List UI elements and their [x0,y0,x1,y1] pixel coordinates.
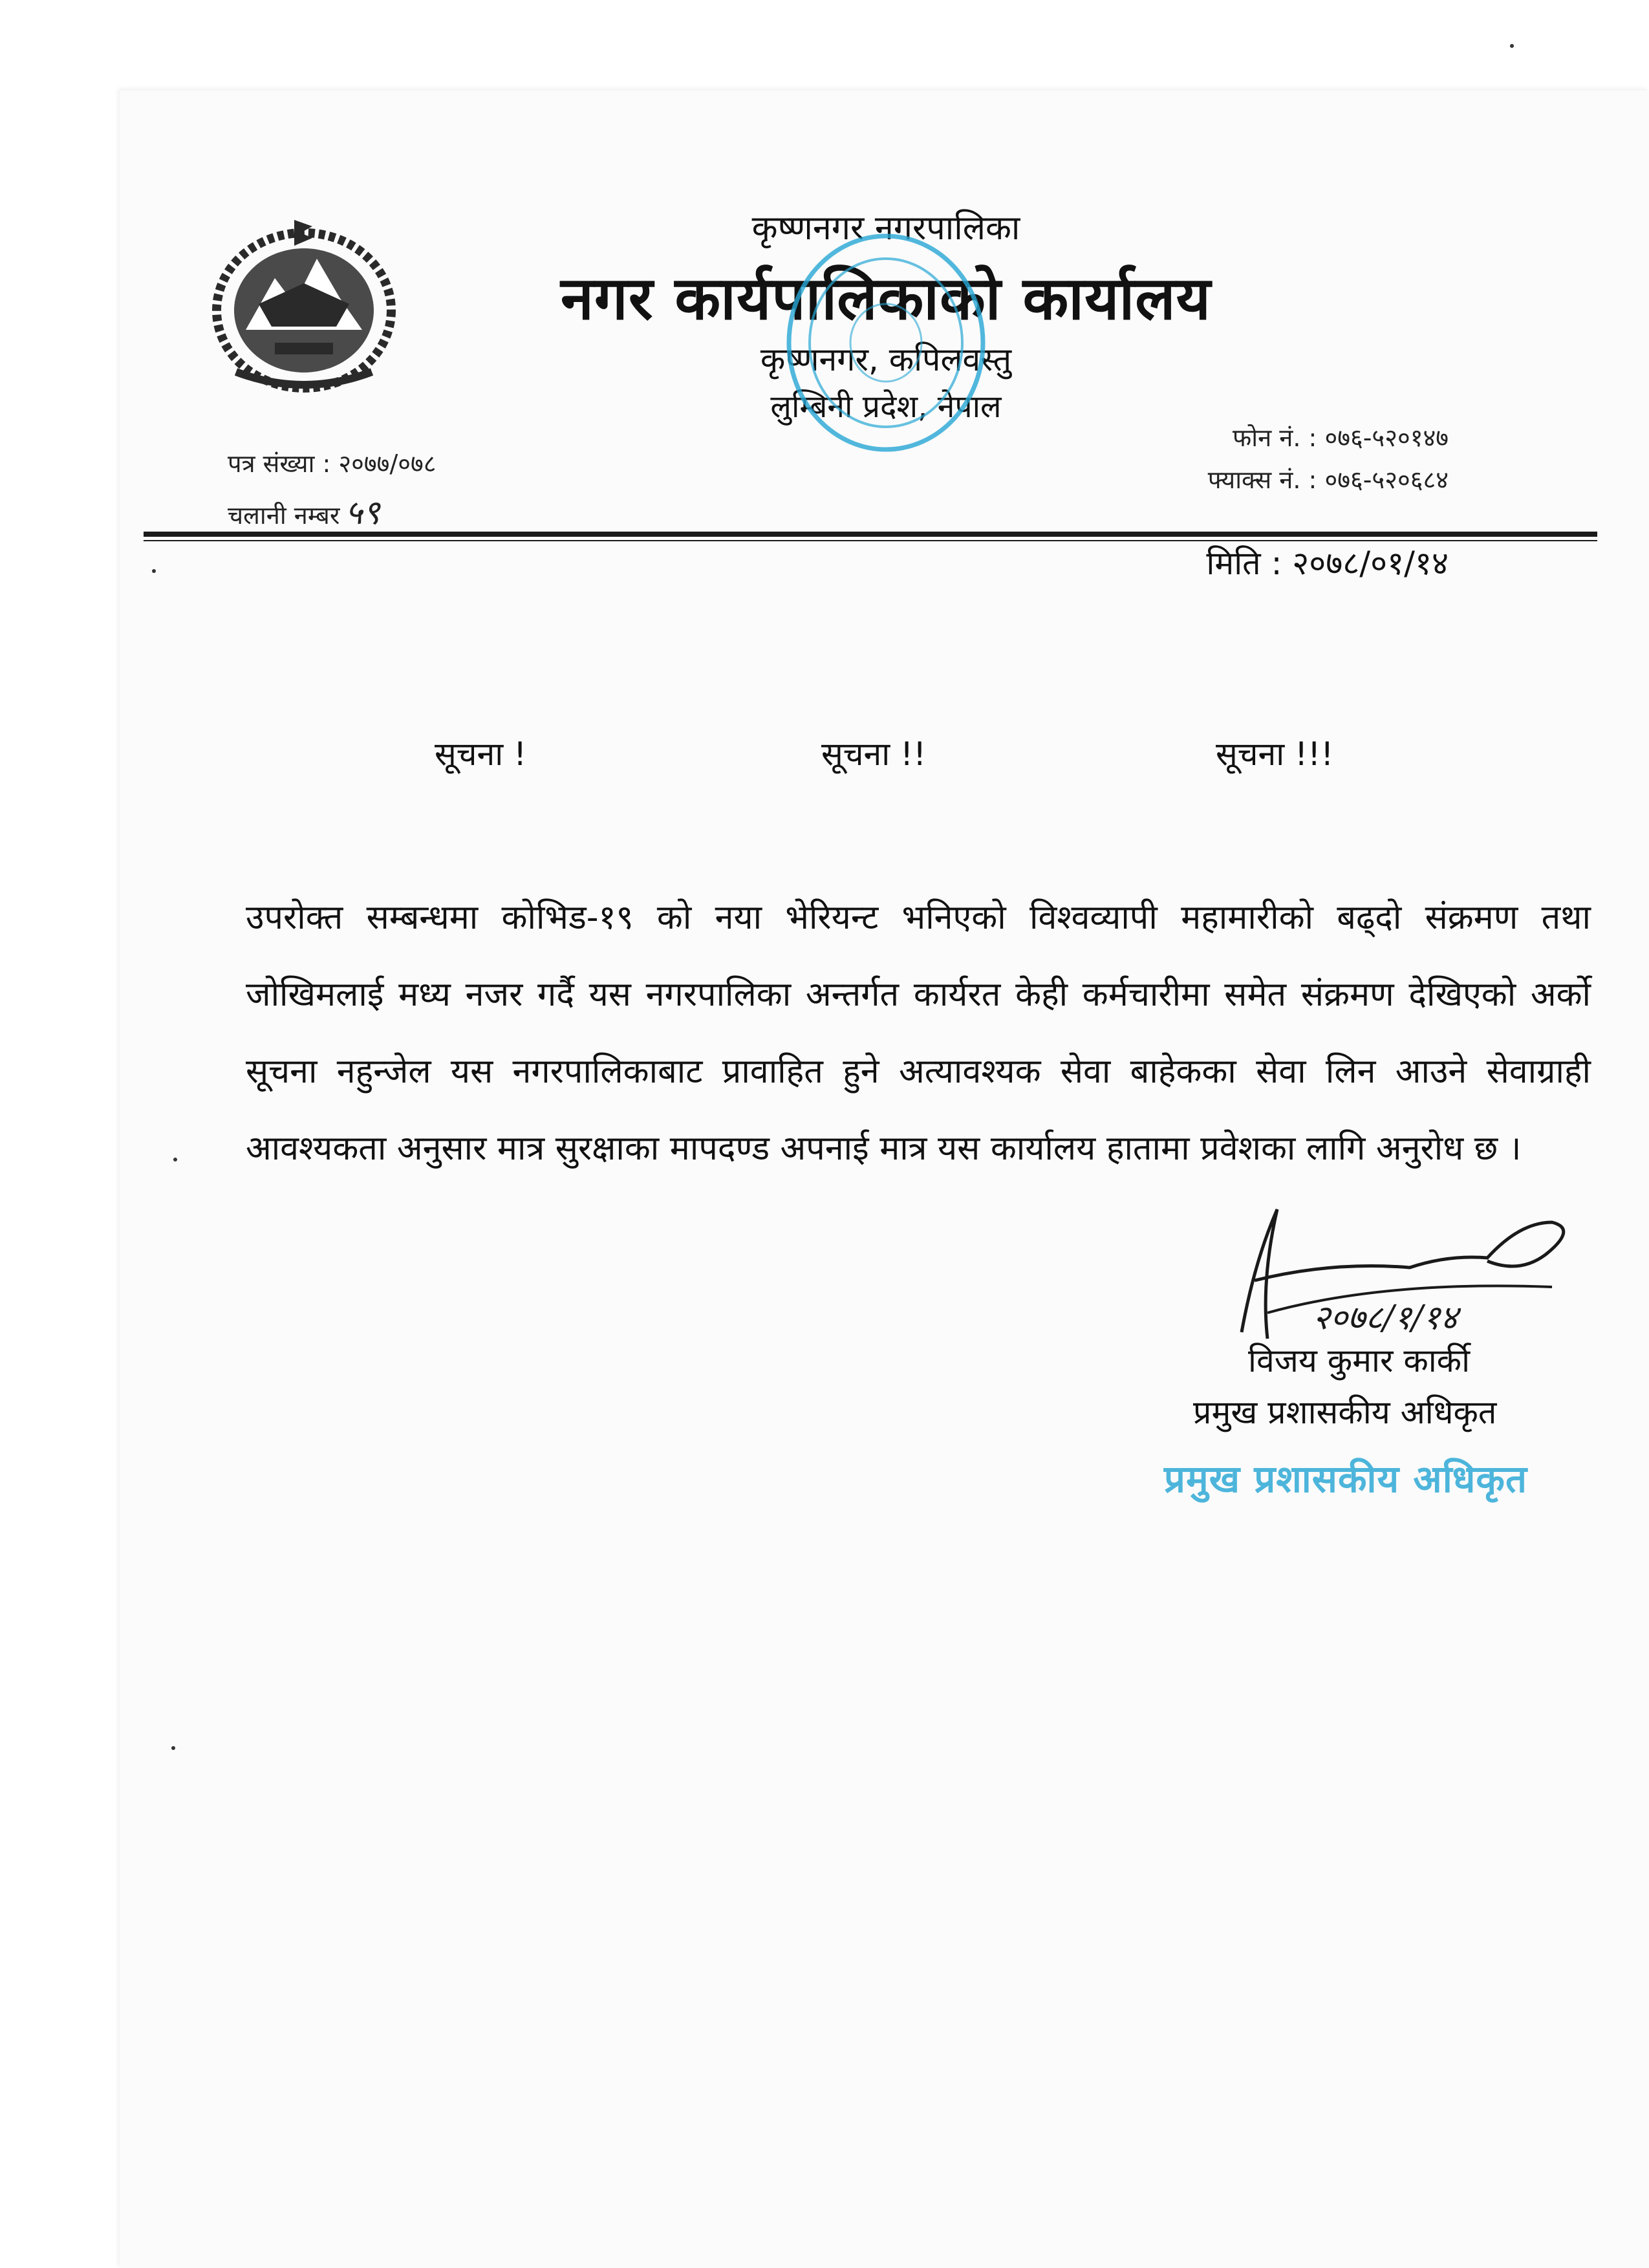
office-round-stamp-icon [776,223,996,462]
notice-heading-2: सूचना !! [821,735,927,773]
designation-stamp: प्रमुख प्रशासकीय अधिकृत [1164,1457,1528,1501]
municipality-name: कृष्णनगर नगरपालिका [751,209,1020,248]
dispatch-label: चलानी नम्बर [228,501,340,530]
notice-heading-1: सूचना ! [435,735,527,773]
letter-date: मिति : २०७८/०१/१४ [1206,545,1449,582]
letter-reference-number: पत्र संख्या : २०७७/०७८ [228,449,436,478]
dispatch-number [228,488,380,534]
address-line-1: कृष्णनगर, कपिलवस्तु [760,341,1012,378]
notice-body: उपरोक्त सम्बन्धमा कोभिड-१९ को नया भेरियन्ट भनिएको विश्वव्यापी महामारीको बढ्दो संक्रमण तथा जोखिमलाई मध्य नजर गर्दै यस नगरपालिका अन्तर्गत कार्यरत केही कर्मचारीमा समेत संक्रमण देखिएको अर्को सूचना नहुन्जेल यस नगरपालिकाबाट प्रावाहित हुने अत्यावश्यक सेवा बाहेकका सेवा लिन आउने सेवाग्राही आवश्यकता अनुसार मात्र सुरक्षाका मापदण्ड अपनाई मात्र यस कार्यालय हातामा प्रवेशका लागि अनुरोध छ । [246,898,1591,1168]
office-title: नगर कार्यपालिकाको कार्यालय [560,264,1212,333]
paper-speck [173,1158,177,1161]
address-line-2: लुम्बिनी प्रदेश, नेपाल [770,389,1002,425]
signature-date: २०७८/१/१४ [1313,1299,1458,1337]
paper-speck [171,1746,175,1750]
notice-heading-3: सूचना !!! [1216,735,1334,773]
dispatch-value: ५९ [345,493,380,532]
signatory-name: विजय कुमार कार्की [1248,1342,1471,1379]
paper-speck [1510,44,1514,48]
signatory-title: प्रमुख प्रशासकीय अधिकृत [1193,1394,1497,1431]
phone-number: फोन नं. : ०७६-५२०१४७ [1233,424,1449,452]
paper-speck [152,569,156,573]
nepal-emblem-icon [197,207,411,401]
fax-number: फ्याक्स नं. : ०७६-५२०६८४ [1207,466,1449,494]
